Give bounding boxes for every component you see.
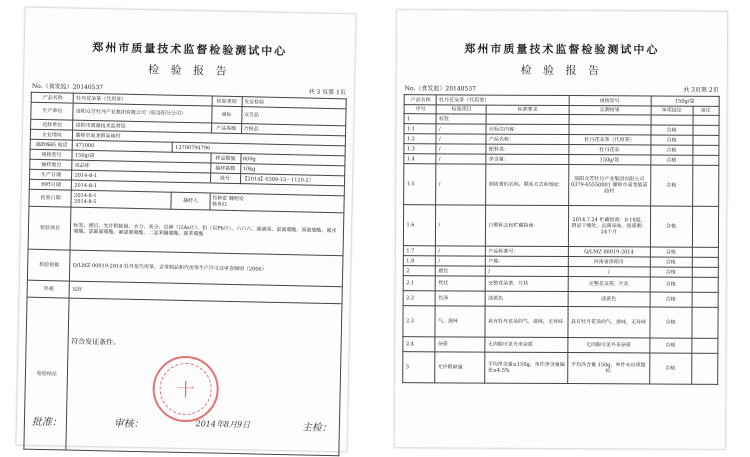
table-row [404,164,718,207]
results-table [403,94,720,385]
report-title: 郑州市质量技术监督检验测试中心 [92,40,288,59]
cell-value: 10kg [240,164,344,176]
cell-verdict: 合格 [650,292,692,307]
cell-value: 150g/袋 [651,96,719,106]
cell-remark [691,338,717,353]
cell-value: 成品库 [72,160,210,173]
signature-date: 2014年8月9日 [195,419,251,430]
report-page-1 [15,7,356,453]
cell-verdict: 合格 [649,307,691,338]
cell-item: / [436,134,486,144]
cell-req: 产地： [486,256,568,266]
table-row [403,352,717,385]
cell-result: 淡黄色 [568,292,650,307]
cell-item: / [436,246,486,256]
cell-result [569,115,651,125]
page-info: 共 3页第 2页 [683,86,719,94]
cell-no: 1.4 [404,154,436,164]
report-number: No.（食发监）20140537 [31,82,104,92]
cell-label: 抽样地点 [30,159,72,170]
cell-remark [692,165,718,206]
cell-no: 2.1 [404,276,436,291]
cell-req: 淡黄色 [486,291,568,306]
cell-remark [692,267,718,277]
result-rows [403,114,718,385]
inspector-signature: 主检： [301,422,332,435]
cell-remark [692,125,718,135]
report-page-2 [394,9,728,450]
cell-remark [692,247,718,257]
cell-value: 牡丹花朵茶（代用茶） [437,95,569,106]
cell-result: 完整花朵茶，片状 [568,277,650,292]
column-header: 序号 [405,105,437,114]
cell-value: 众芳品 [241,107,345,126]
table-row [403,306,717,339]
cell-verdict: 合格 [650,135,692,145]
cell-label: 企业地址 [31,129,73,140]
cell-req: 产品标准号： [486,246,568,256]
cell-value: 符合发证条件。 [66,298,341,456]
check-date-start: 2014-8-1 [74,192,97,200]
cell-item: / [436,205,486,246]
cell-remark [691,307,717,338]
table-row [29,206,344,256]
cell-result: 具有牡丹花朵的气、滋味，无异味 [567,307,649,338]
cell-no: 1.5 [404,164,436,205]
cell-remark [692,277,718,292]
official-seal: 十 [152,355,219,422]
cell-value: 2014-8-1 [72,170,210,183]
cell-label: 样品数量 [210,153,240,164]
cell-value: 2014-8-1 [72,180,344,196]
cell-result: / [568,267,650,277]
cell-label: 检验类别 [212,96,242,107]
cell-remark [692,206,718,247]
cell-value: 【2014】0309-13－1120-2） [240,174,344,186]
cell-value: Q/LMZ 00019-2014 牡丹花代用茶、含茶制品和代用茶生产许可证审查细则（2006） [70,250,343,287]
table-row [404,276,718,293]
reviewer-signature: 审核： [113,418,144,431]
cell-item: / [436,144,486,154]
cell-req: 具有牡丹花朵的气、滋味，无异味 [485,306,567,337]
cell-result: 平均净含量 150g，单件未出现超标 [567,353,649,384]
cell-verdict: 合格 [650,155,692,165]
sampler-names: 肖修雷 魏明发 [212,195,244,203]
cell-item: / [436,124,486,134]
cell-verdict: 合格 [650,257,692,267]
report-subtitle: 检 验 报 告 [147,63,231,78]
cell-label: 规格型号 [30,149,72,160]
cell-value: 471000 [73,140,173,152]
cell-req [487,114,569,124]
cell-remark [692,155,718,165]
cell-req: 平均净含量≥150g，单件净含量偏差≤4.5% [485,352,567,383]
cell-result: 河南省洛阳市 [568,257,650,267]
sampler-extra: 杨世红 [211,201,228,208]
cell-value: 牡丹花朵茶（代用茶） [74,93,212,106]
cell-result: 150g/袋 [568,155,650,165]
table-row [404,205,718,248]
cell-result: 牡丹花朵 [568,145,650,155]
cell-label: 抽样人 [171,192,209,210]
cell-verdict: 合格 [650,145,692,155]
cell-result: 洛阳众芳牡丹产业集团有限公司 0379-65550001 偃师市高龙镇高庙村 [568,165,650,206]
cell-item: 性状 [436,276,486,291]
cell-remark [691,353,717,384]
cell-label: 商标 [211,106,241,124]
cell-req: 日期标志和贮藏指南： [486,205,568,246]
cell-label: 规格型号 [569,96,651,106]
cell-no: 3 [403,352,435,383]
cell-result: 牡丹花朵茶（代用茶） [568,135,650,145]
cell-remark [692,145,718,155]
cell-no: 2.4 [403,337,435,352]
column-header: 实测结果 [569,106,651,115]
column-header: 检验项目 [437,105,487,114]
cell-item: 色泽 [436,291,486,306]
column-header: 备注 [693,106,719,115]
cell-label: 产品名称 [405,95,437,105]
cell-req: 净含量： [486,154,568,164]
cell-no: 2.2 [404,291,436,306]
cell-item: / [436,256,486,266]
cell-no: 1.2 [404,134,436,144]
cell-verdict: 合格 [650,267,692,277]
cell-req: 完整花朵茶，片状 [486,276,568,291]
cell-item: 杂质 [435,337,485,352]
cell-req: 应标注内容： [486,124,568,134]
cell-label: 生产日期 [30,169,72,180]
cell-item: / [436,154,486,164]
cell-label: 检验日期 [29,189,71,207]
table-row [404,291,718,308]
cell-value: 150g/袋 [72,150,210,163]
cell-req: / [486,266,568,276]
cell-no: 1.6 [404,205,436,246]
cell-req: 无肉眼可见外来杂质 [485,337,567,352]
cell-verdict: 合格 [650,206,692,247]
cell-no: 2 [404,266,436,276]
cell-label: 到样日期 [30,179,72,190]
cell-remark [692,257,718,267]
table-row [403,337,717,354]
cell-no: 1.1 [404,124,436,134]
cell-verdict: 合格 [650,277,692,292]
cell-label: 检验结论 [24,297,69,450]
cell-value: 13700794796 [173,142,345,156]
cell-item: 气、滋味 [435,306,485,337]
cell-remark [692,292,718,307]
cell-label: 产品名称 [32,92,74,103]
cell-item: / [436,164,486,205]
cell-result [568,125,650,135]
cell-value: 完好 [70,281,342,304]
cell-result: 无肉眼可见外来杂质 [567,338,649,353]
cell-verdict: 合格 [649,353,691,384]
page-info: 共 3 页第 1页 [308,88,346,97]
cell-label: 生产单位 [31,102,73,120]
cell-verdict: 合格 [649,338,691,353]
cell-req: 制造者的名称、联系方式和地址： [486,164,568,205]
cell-value: 发证检验 [242,97,346,109]
cell-no: 1.8 [404,256,436,266]
cell-no: 1.3 [404,144,436,154]
column-header: 单项结论 [651,106,693,115]
cell-value: 偃师市高龙镇高庙村 [73,130,345,146]
cell-label: 邮政编码 电话 [31,139,73,150]
cell-label: 抽样基数 [210,163,240,174]
cell-label: 送样单位 [31,119,73,130]
cell-item: 感官 [436,266,486,276]
cell-result: 2014.7.24 贮藏指南：0-18度，阴凉干燥处，远离异味。保质期：24个月 [568,206,650,247]
cell-value: 洛阳众芳牡丹产业集团有限公司（原洛阳分公司） [73,103,211,123]
cell-result: Q/LMZ 00019-2014 [568,247,650,257]
cell-label: 外观 [28,280,70,298]
cell-no: 1 [405,114,437,124]
check-date-end: 2014-8-5 [73,198,97,206]
cell-no: 1.7 [404,246,436,256]
report-title: 郑州市质量技术监督检验测试中心 [464,42,660,57]
cell-label: 检验项目 [29,206,72,250]
cell-label: 检验依据 [28,249,71,281]
column-header: 标准要求 [487,105,569,114]
cell-req: 产品名称： [486,134,568,144]
cell-item: 标签 [437,114,487,124]
cell-remark [693,115,719,125]
cell-remark [692,135,718,145]
cell-verdict: 合格 [650,247,692,257]
cell-label: 产品等级 [211,123,241,134]
cell-item: 允许附缺量 [435,352,485,383]
cell-no: 2.3 [403,306,435,337]
cell-verdict: 合格 [650,125,692,135]
approver-signature: 批准： [31,416,63,429]
cell-value: 标签、感官、允许附缺量、水分、灰分、总砷（以As计）、铅（以Pb计）、六六六、滴滴涕、氯氰菊酯、溴氰菊酯、氰戊菊酯、氯氟氰菊酯、氟氯氰菊酯、二氯苯醚菊酯、联苯菊酯 [71,207,344,256]
cell-value: 合格品 [241,124,345,136]
report-header-line [397,83,727,94]
cell-value: 600g [240,154,344,166]
cell-verdict: 合格 [650,165,692,206]
cell-value [71,190,171,209]
cell-label: 批号 [210,173,240,184]
cell-req: 配料表： [486,144,568,154]
cell-verdict [651,115,693,125]
report-number: No.（食发监）20140537 [404,85,476,93]
cell-value: 洛阳市质量技术监督局 [73,120,211,133]
report-subtitle: 检 验 报 告 [520,63,604,78]
